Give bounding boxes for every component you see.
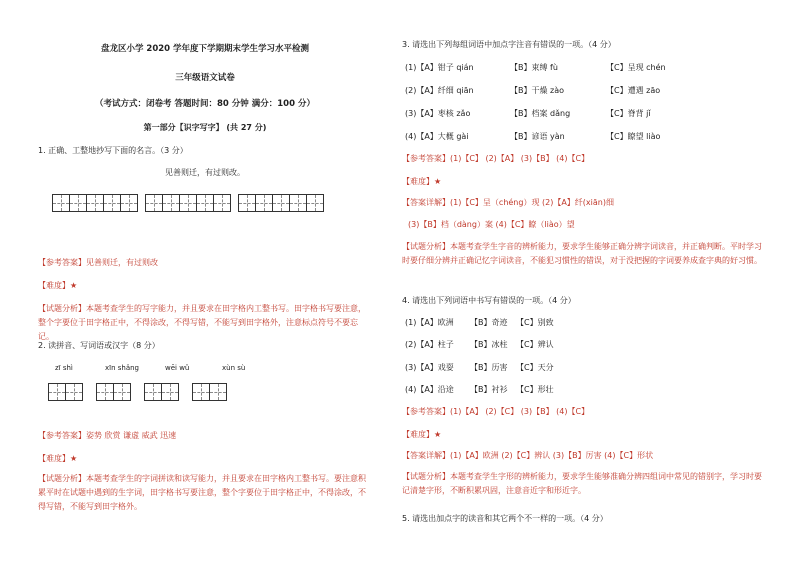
q3-row4-b: 【B】谚语 yàn xyxy=(510,132,565,141)
grid-cell xyxy=(213,194,231,212)
grid-cell xyxy=(52,194,70,212)
grid-cell xyxy=(120,194,138,212)
q4-row1-b: 【B】奇迹 xyxy=(470,318,508,327)
q3-row3-b: 【B】档案 dǎng xyxy=(510,109,571,118)
grid-cell xyxy=(192,383,210,401)
q4-row1-a: (1)【A】欧洲 xyxy=(405,318,454,327)
grid-cell xyxy=(96,383,114,401)
q1-writing-grid xyxy=(52,194,323,212)
q3-row4-a: (4)【A】大概 gài xyxy=(405,132,469,141)
q1-answer: 【参考答案】见善则迁，有过则改 xyxy=(38,258,158,267)
q2-pinyin-2: xīn shǎng xyxy=(105,364,140,372)
q4-row1-c: 【C】别致 xyxy=(516,318,554,327)
q3-detail-1: 【答案详解】(1)【C】呈（chéng）现 (2)【A】纤(xiān)细 xyxy=(402,198,614,207)
q2-analysis: 【试题分析】本题考查学生的字词拼读和读写能力，并且要求在田字格内工整书写。要注意积累平时在试题中遇到的生字词，田字格书写要注意，整个字要位于田字格正中，不得涂改，不得写错，不能写到田字格外。 xyxy=(38,474,366,511)
q4-difficulty: 【难度】★ xyxy=(402,430,442,439)
q3-analysis: 【试题分析】本题考查学生字音的辨析能力，要求学生能够正确分辨字词读音，并正确判断。平时学习时要仔细分辨并正确记忆字词读音，不能犯习惯性的错误，对于没把握的字词要养成查字典的好习惯。 xyxy=(402,242,762,265)
grid-cell xyxy=(65,383,83,401)
grid-cell xyxy=(255,194,273,212)
q4-row3-b: 【B】历害 xyxy=(470,363,508,372)
q4-row3-c: 【C】天分 xyxy=(516,363,554,372)
q3-row4-c: 【C】瞭望 liào xyxy=(606,132,661,141)
grid-cell xyxy=(238,194,256,212)
q1-stem: 1. 正确、工整地抄写下面的名言。（3 分） xyxy=(38,146,188,155)
q3-stem: 3. 请选出下列每组词语中加点字注音有错误的一项。（4 分） xyxy=(402,40,616,49)
grid-cell xyxy=(289,194,307,212)
q4-answer: 【参考答案】(1)【A】 (2)【C】 (3)【B】 (4)【C】 xyxy=(402,407,590,416)
q4-row4-c: 【C】形壮 xyxy=(516,385,554,394)
q2-difficulty: 【难度】★ xyxy=(38,454,78,463)
q3-answer: 【参考答案】(1)【C】 (2)【A】 (3)【B】 (4)【C】 xyxy=(402,154,590,163)
q3-detail-2: (3)【B】档（dàng）案 (4)【C】瞭（liào）望 xyxy=(408,220,575,229)
grid-cell xyxy=(145,194,163,212)
grid-cell xyxy=(196,194,214,212)
q4-row4-b: 【B】衬衫 xyxy=(470,385,508,394)
q4-row2-b: 【B】冰柱 xyxy=(470,340,508,349)
grid-cell xyxy=(306,194,324,212)
q2-pinyin-3: wēi wǔ xyxy=(165,364,190,372)
q3-row2-a: (2)【A】纤细 qiān xyxy=(405,86,474,95)
q4-row4-a: (4)【A】沿途 xyxy=(405,385,454,394)
q3-row3-c: 【C】脊背 jǐ xyxy=(606,109,651,118)
grid-cell xyxy=(144,383,162,401)
q2-pinyin-4: xùn sù xyxy=(222,364,246,372)
grid-cell xyxy=(272,194,290,212)
q2-answer: 【参考答案】姿势 欣赏 谦虚 威武 迅速 xyxy=(38,431,177,440)
grid-cell xyxy=(179,194,197,212)
q3-difficulty: 【难度】★ xyxy=(402,177,442,186)
exam-subtitle: 三年级语文试卷 xyxy=(175,73,235,83)
q4-row2-c: 【C】辨认 xyxy=(516,340,554,349)
q4-stem: 4. 请选出下列词语中书写有错误的一项。（4 分） xyxy=(402,296,576,305)
grid-cell xyxy=(69,194,87,212)
grid-cell xyxy=(209,383,227,401)
q4-row3-a: (3)【A】戏耍 xyxy=(405,363,454,372)
q3-row1-b: 【B】束缚 fù xyxy=(510,63,558,72)
grid-cell xyxy=(113,383,131,401)
q2-writing-grid xyxy=(48,383,240,401)
q1-quote: 见善则迁，有过则改。 xyxy=(165,168,245,177)
q3-row1-a: (1)【A】钳子 qián xyxy=(405,63,474,72)
grid-cell xyxy=(161,383,179,401)
grid-cell xyxy=(162,194,180,212)
q1-analysis: 【试题分析】本题考查学生的写字能力，并且要求在田字格内工整书写。田字格书写要注意，整个字要位于田字格正中，不得涂改，不得写错，不能写到田字格外，注意标点符号不要忘记。 xyxy=(38,304,366,341)
q4-detail: 【答案详解】(1)【A】欧洲 (2)【C】辨认 (3)【B】厉害 (4)【C】形状 xyxy=(402,451,654,460)
q4-analysis: 【试题分析】本题考查学生字形的辨析能力，要求学生能够准确分辨四组词中常见的错别字，学习时要记清楚字形，不断积累巩固，注意音近字和形近字。 xyxy=(402,472,762,495)
q2-stem: 2. 读拼音、写词语或汉字（8 分） xyxy=(38,341,160,350)
grid-cell xyxy=(48,383,66,401)
exam-info: （考试方式：闭卷考 答题时间：80 分钟 满分：100 分） xyxy=(95,99,315,109)
q2-pinyin-1: zī shì xyxy=(55,364,73,372)
q3-row3-a: (3)【A】枣核 zǎo xyxy=(405,109,471,118)
q5-stem: 5. 请选出加点字的读音和其它两个不一样的一项。（4 分） xyxy=(402,514,608,523)
q1-difficulty: 【难度】★ xyxy=(38,281,78,290)
q4-row2-a: (2)【A】柱子 xyxy=(405,340,454,349)
exam-title: 盘龙区小学 2020 学年度下学期期末学生学习水平检测 xyxy=(100,44,310,54)
q3-row2-b: 【B】干燥 zào xyxy=(510,86,565,95)
part1-heading: 第一部分【识字写字】 (共 27 分) xyxy=(143,123,267,132)
grid-cell xyxy=(103,194,121,212)
q3-row1-c: 【C】呈现 chén xyxy=(606,63,666,72)
q3-row2-c: 【C】遭遇 zāo xyxy=(606,86,661,95)
grid-cell xyxy=(86,194,104,212)
